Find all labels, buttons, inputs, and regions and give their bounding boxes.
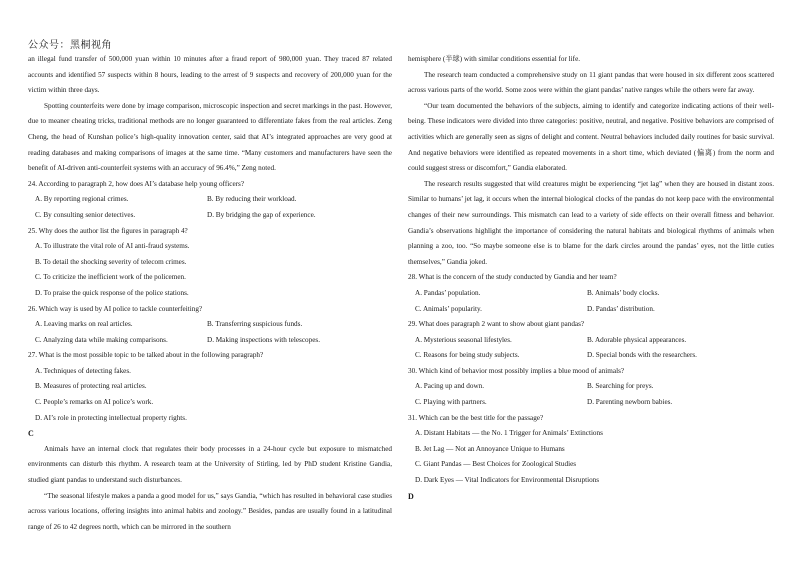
option-30-a: A. Pacing up and down.: [415, 382, 485, 391]
option-27-c: C. People’s remarks on AI police’s work.: [35, 398, 154, 407]
question-29: 29. What does paragraph 2 want to show about giant pandas?: [408, 320, 585, 329]
option-27-a: A. Techniques of detecting fakes.: [35, 366, 131, 375]
options-row: [28, 317, 392, 333]
option-31-d: D. Dark Eyes — Vital Indicators for Environmental Disruptions: [415, 476, 600, 485]
question-27: 27. What is the most possible topic to be talked about in the following paragraph?: [28, 351, 264, 360]
option-28-c: C. Animals’ popularity.: [415, 304, 482, 313]
option-25-b: B. To detail the shocking severity of telecom crimes.: [35, 257, 187, 266]
left-column: [28, 52, 392, 535]
option-26-b: B. Transferring suspicious funds.: [207, 320, 303, 329]
option-29-a: A. Mysterious seasonal lifestyles.: [415, 335, 512, 344]
options-row: [408, 348, 774, 364]
option-28-b: B. Animals’ body clocks.: [587, 288, 660, 297]
option-31-c: C. Giant Pandas — Best Choices for Zoological Studies: [415, 460, 577, 469]
question-25: 25. Why does the author list the figures in paragraph 4?: [28, 226, 188, 235]
option-25-c: C. To criticize the inefficient work of the policemen.: [35, 273, 186, 282]
option-27-d: D. AI’s role in protecting intellectual property rights.: [35, 413, 187, 422]
paragraph: The research team conducted a comprehensive study on 11 giant pandas that were housed in six different zoos scattered across various parts of the world. Some zoos were within the giant pandas’ native ranges while the others were far away.: [408, 70, 774, 95]
option-30-b: B. Searching for preys.: [587, 382, 654, 391]
options-row: [28, 192, 392, 208]
question-30: 30. Which kind of behavior most possibly implies a blue mood of animals?: [408, 366, 625, 375]
option-29-c: C. Reasons for being study subjects.: [415, 351, 520, 360]
option-24-d: D. By bridging the gap of experience.: [207, 210, 316, 219]
option-27-b: B. Measures of protecting real articles.: [35, 382, 147, 391]
right-column: [408, 52, 774, 504]
option-30-d: D. Parenting newborn babies.: [587, 398, 673, 407]
paragraph: hemisphere (半球) with similar conditions essential for life.: [408, 55, 581, 63]
option-26-c: C. Analyzing data while making comparisons.: [35, 335, 168, 344]
paragraph: Spotting counterfeits were done by image comparison, microscopic inspection and secret markings in the past. However, due to meaner cheating tricks, traditional methods are no longer guaranteed to differentiate fakes from the real articles. Zeng Cheng, the head of Kunshan police’s high-quality innovation center, said that AI’s integrated approaches are very good at reading databases and making comparisons of images at the same time. “Many customers and manufacturers have seen the benefit of AI-driven anti-counterfeit systems with an accuracy of 96.4%,” Zeng noted.: [28, 101, 392, 173]
question-24: 24. According to paragraph 2, how does AI’s database help young officers?: [28, 179, 245, 188]
section-heading-c: C: [28, 429, 34, 439]
option-24-a: A. By reporting regional crimes.: [35, 195, 129, 204]
paragraph: “The seasonal lifestyle makes a panda a good model for us,” says Gandia, “which has resulted in behavioral case studies across various locations, offering insights into animal habits and zoology.” Besides, pandas are usually found in a latitudinal range of 26 to 42 degrees north, which can be mirrored in the southern: [28, 491, 392, 531]
options-row: [408, 379, 774, 395]
option-24-b: B. By reducing their workload.: [207, 195, 297, 204]
option-24-c: C. By consulting senior detectives.: [35, 210, 136, 219]
option-29-d: D. Special bonds with the researchers.: [587, 351, 697, 360]
option-25-a: A. To illustrate the vital role of AI anti-fraud systems.: [35, 242, 190, 251]
option-26-a: A. Leaving marks on real articles.: [35, 320, 133, 329]
options-row: [28, 333, 392, 349]
option-30-c: C. Playing with partners.: [415, 398, 487, 407]
option-26-d: D. Making inspections with telescopes.: [207, 335, 320, 344]
options-row: [408, 302, 774, 318]
options-row: [28, 208, 392, 224]
question-28: 28. What is the concern of the study conducted by Gandia and her team?: [408, 273, 617, 282]
question-31: 31. Which can be the best title for the passage?: [408, 413, 544, 422]
options-row: [408, 286, 774, 302]
paragraph: Animals have an internal clock that regulates their body processes in a 24-hour cycle but exposure to mismatched environments can disturb this rhythm. A research team at the University of Stirling, led by PhD student Kristine Gandia, studied giant pandas to understand such disturbances.: [28, 444, 392, 485]
option-29-b: B. Adorable physical appearances.: [587, 335, 687, 344]
paragraph: The research results suggested that wild creatures might be experiencing “jet lag” when they are housed in distant zoos. Similar to humans’ jet lag, it occurs when the internal biological clocks of the pandas do not keep pace with the environmental changes of their new surroundings. This mismatch can lead to a variety of side effects on their overall fitness and behavior. Gandia’s observations highlight the importance of considering the natural habitats and biological rhythms of animals when planning a zoo, too. “So maybe someone else is to blame for the dark circles around the pandas’ eyes, not the little cuties themselves,” Gandia joked.: [408, 179, 774, 266]
options-row: [408, 395, 774, 411]
question-26: 26. Which way is used by AI police to tackle counterfeiting?: [28, 304, 203, 313]
option-31-b: B. Jet Lag — Not an Annoyance Unique to Humans: [415, 444, 565, 453]
paragraph: “Our team documented the behaviors of the subjects, aiming to identify and categorize indicating actions of their well-being. These indicators were divided into three categories: positive, neutral, and negative. Positive behaviors are comprised of activities which are generally seen as signs of delight and content. Neutral behaviors included daily routines for basic survival. And negative behaviors were identified as repeated movements in a short time, which deviated (偏离) from the norm and could suggest stress or discomfort,” Gandia elaborated.: [408, 101, 774, 173]
option-28-a: A. Pandas’ population.: [415, 288, 481, 297]
option-28-d: D. Pandas’ distribution.: [587, 304, 655, 313]
option-25-d: D. To praise the quick response of the police stations.: [35, 288, 189, 297]
paragraph: an illegal fund transfer of 500,000 yuan within 10 minutes after a fraud report of 980,000 yuan. They traced 87 related accounts and identified 57 suspects within 8 hours, leading to the arrest of 9 suspects and recovery of 200,000 yuan for the victim within three days.: [28, 55, 392, 95]
watermark-text: 公众号：黑桐视角: [28, 40, 112, 51]
section-heading-d: D: [408, 491, 414, 501]
option-31-a: A. Distant Habitats — the No. 1 Trigger for Animals’ Extinctions: [415, 429, 603, 438]
options-row: [408, 333, 774, 349]
